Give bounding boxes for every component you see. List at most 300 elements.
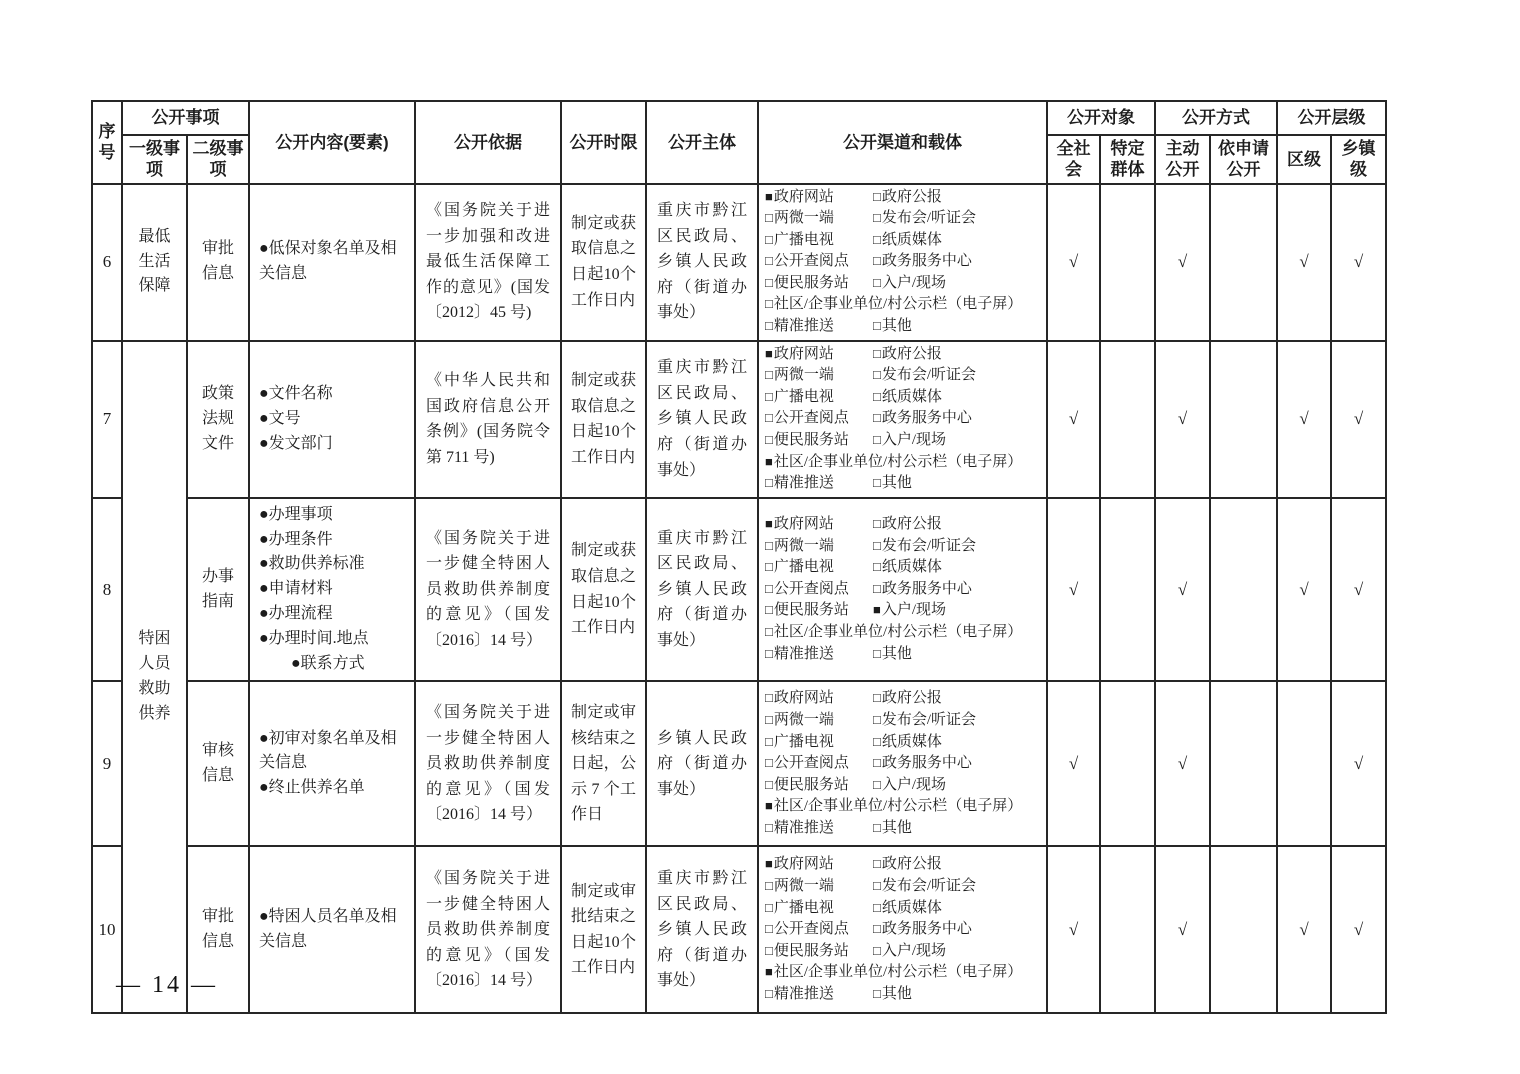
unchecked-box-icon: □	[765, 475, 773, 491]
time-limit-cell: 制定或获取信息之日起10个工作日内	[561, 498, 646, 682]
channel-line	[765, 408, 1040, 430]
channel-item	[765, 964, 1022, 980]
channel-item	[765, 818, 873, 840]
unchecked-box-icon: □	[765, 921, 773, 937]
header-method-active: 主动公开	[1155, 135, 1210, 184]
channel-line	[765, 208, 1040, 230]
unchecked-box-icon: □	[873, 776, 881, 792]
table-body	[92, 184, 1386, 1014]
subject-cell: 重庆市黔江区民政局、乡镇人民政府（街道办事处）	[646, 341, 758, 498]
channel-label: 精准推送	[773, 645, 834, 662]
channel-line	[765, 984, 1040, 1006]
mark-target-all: √	[1047, 498, 1100, 682]
mark-method-on-request	[1210, 846, 1277, 1013]
mark-level-township: √	[1331, 498, 1386, 682]
channel-label: 广播电视	[773, 388, 834, 405]
channel-label: 政府网站	[773, 516, 834, 533]
mark-level-township: √	[1331, 184, 1386, 341]
time-limit-cell: 制定或获取信息之日起10个工作日内	[561, 184, 646, 341]
channel-label: 广播电视	[773, 231, 834, 248]
checked-box-icon: ■	[765, 798, 773, 814]
channel-label: 其他	[881, 985, 912, 1002]
channel-item	[873, 559, 942, 575]
channel-item	[873, 900, 942, 916]
channel-line	[765, 536, 1040, 558]
unchecked-box-icon: □	[765, 231, 773, 247]
channel-item	[765, 273, 873, 295]
channel-label: 广播电视	[773, 899, 834, 916]
channel-item	[765, 710, 873, 732]
mark-method-active: √	[1155, 681, 1210, 846]
channel-label: 公开查阅点	[773, 410, 849, 427]
channel-item	[765, 473, 873, 495]
time-limit-cell: 制定或审批结束之日起10个工作日内	[561, 846, 646, 1013]
unchecked-box-icon: □	[765, 690, 773, 706]
channel-item	[765, 454, 1022, 470]
seq-cell: 7	[92, 341, 122, 498]
channel-item	[873, 410, 972, 426]
channel-label: 入户/现场	[881, 274, 947, 291]
channel-item	[873, 389, 942, 405]
channel-label: 纸质媒体	[881, 899, 942, 916]
channel-line	[765, 344, 1040, 366]
channels-cell	[758, 681, 1047, 846]
channel-line	[765, 962, 1040, 984]
channel-label: 社区/企事业单位/村公示栏（电子屏）	[773, 798, 1023, 815]
mark-method-on-request	[1210, 681, 1277, 846]
unchecked-box-icon: □	[765, 755, 773, 771]
channel-label: 两微一端	[773, 711, 834, 728]
checked-box-icon: ■	[765, 453, 773, 469]
header-public-items: 公开事项	[122, 101, 249, 135]
channel-item	[873, 986, 912, 1002]
content-cell	[249, 498, 415, 682]
channel-item	[873, 475, 912, 491]
channel-item	[765, 984, 873, 1006]
channel-item	[873, 878, 976, 894]
channel-item	[873, 646, 912, 662]
channel-label: 政府网站	[773, 345, 834, 362]
channel-item	[873, 921, 972, 937]
level1-item-cell: 最低生活保障	[122, 184, 187, 341]
channel-label: 便民服务站	[773, 602, 849, 619]
channel-line	[765, 898, 1040, 920]
header-time-limit: 公开时限	[561, 101, 646, 184]
unchecked-box-icon: □	[765, 623, 773, 639]
channel-item	[765, 798, 1022, 814]
basis-cell: 《国务院关于进一步健全特困人员救助供养制度的意见》（国发〔2016〕14 号）	[415, 846, 561, 1013]
table-row	[92, 846, 1386, 1013]
channel-item	[765, 688, 873, 710]
time-limit-cell: 制定或审核结束之日起，公示 7 个工作日	[561, 681, 646, 846]
channel-label: 社区/企事业单位/村公示栏（电子屏）	[773, 623, 1023, 640]
unchecked-box-icon: □	[873, 274, 881, 290]
table-row	[92, 184, 1386, 341]
unchecked-box-icon: □	[873, 432, 881, 448]
header-target-all: 全社会	[1047, 135, 1100, 184]
channel-item	[765, 600, 873, 622]
seq-cell: 8	[92, 498, 122, 682]
subject-cell: 乡镇人民政府（街道办事处）	[646, 681, 758, 846]
channel-label: 入户/现场	[881, 776, 947, 793]
channel-item	[873, 581, 972, 597]
channel-line	[765, 473, 1040, 495]
channel-item	[765, 208, 873, 230]
channel-item	[765, 753, 873, 775]
header-subject: 公开主体	[646, 101, 758, 184]
channel-label: 便民服务站	[773, 776, 849, 793]
unchecked-box-icon: □	[765, 819, 773, 835]
channel-label: 广播电视	[773, 733, 834, 750]
channels-cell	[758, 498, 1047, 682]
channel-label: 两微一端	[773, 367, 834, 384]
header-method-group: 公开方式	[1155, 101, 1277, 135]
channel-label: 精准推送	[773, 819, 834, 836]
channel-item	[765, 514, 873, 536]
content-cell	[249, 846, 415, 1013]
channel-item	[765, 775, 873, 797]
channel-line	[765, 316, 1040, 338]
unchecked-box-icon: □	[765, 580, 773, 596]
channel-line	[765, 251, 1040, 273]
unchecked-box-icon: □	[873, 877, 881, 893]
channel-label: 发布会/听证会	[881, 210, 977, 227]
unchecked-box-icon: □	[873, 985, 881, 1001]
channel-label: 社区/企事业单位/村公示栏（电子屏）	[773, 453, 1023, 470]
channel-label: 公开查阅点	[773, 921, 849, 938]
checked-box-icon: ■	[765, 964, 773, 980]
channel-item	[765, 644, 873, 666]
channel-item	[765, 732, 873, 754]
channel-line	[765, 919, 1040, 941]
unchecked-box-icon: □	[873, 318, 881, 334]
time-limit-cell: 制定或获取信息之日起10个工作日内	[561, 341, 646, 498]
unchecked-box-icon: □	[873, 516, 881, 532]
header-row-1	[92, 101, 1386, 135]
channel-label: 社区/企事业单位/村公示栏（电子屏）	[773, 964, 1023, 981]
unchecked-box-icon: □	[765, 253, 773, 269]
page-number: — 14 —	[116, 972, 218, 998]
mark-method-on-request	[1210, 184, 1277, 341]
unchecked-box-icon: □	[873, 921, 881, 937]
channel-line	[765, 230, 1040, 252]
channel-label: 广播电视	[773, 559, 834, 576]
channel-item	[765, 919, 873, 941]
unchecked-box-icon: □	[765, 432, 773, 448]
channel-line	[765, 622, 1040, 644]
unchecked-box-icon: □	[873, 645, 881, 661]
channel-item	[765, 624, 1022, 640]
header-channels: 公开渠道和载体	[758, 101, 1047, 184]
channel-line	[765, 557, 1040, 579]
mark-target-specific	[1100, 846, 1155, 1013]
channel-label: 纸质媒体	[881, 388, 942, 405]
level2-item-cell: 办事指南	[187, 498, 249, 682]
mark-level-township: √	[1331, 681, 1386, 846]
channel-label: 政务服务中心	[881, 253, 972, 270]
channel-line	[765, 818, 1040, 840]
content-line: ●办理事项	[259, 505, 333, 523]
channel-item	[765, 344, 873, 366]
channel-line	[765, 876, 1040, 898]
subject-cell: 重庆市黔江区民政局、乡镇人民政府（街道办事处）	[646, 846, 758, 1013]
channel-item	[873, 777, 946, 793]
content-line: ●低保对象名单及相关信息	[259, 240, 397, 283]
unchecked-box-icon: □	[873, 188, 881, 204]
channel-line	[765, 753, 1040, 775]
channel-item	[765, 876, 873, 898]
channel-label: 入户/现场	[881, 432, 947, 449]
channel-label: 政务服务中心	[881, 410, 972, 427]
content-line: ●办理条件	[259, 530, 333, 548]
checked-box-icon: ■	[765, 345, 773, 361]
channel-line	[765, 644, 1040, 666]
unchecked-box-icon: □	[873, 899, 881, 915]
channel-item	[765, 387, 873, 409]
unchecked-box-icon: □	[873, 580, 881, 596]
content-line: ●特困人员名单及相关信息	[259, 908, 397, 950]
unchecked-box-icon: □	[873, 253, 881, 269]
channel-label: 入户/现场	[881, 602, 947, 619]
header-level2: 二级事项	[187, 135, 249, 184]
seq-cell: 10	[92, 846, 122, 1013]
channel-item	[765, 365, 873, 387]
channel-label: 便民服务站	[773, 274, 849, 291]
content-line: ●初审对象名单及相关信息	[259, 729, 397, 772]
content-line: ●发文部门	[259, 434, 333, 452]
basis-cell: 《国务院关于进一步健全特困人员救助供养制度的意见》（国发〔2016〕14 号）	[415, 498, 561, 682]
table-row	[92, 681, 1386, 846]
header-basis: 公开依据	[415, 101, 561, 184]
table-row	[92, 341, 1386, 498]
channel-item	[765, 898, 873, 920]
unchecked-box-icon: □	[873, 345, 881, 361]
channel-label: 政务服务中心	[881, 580, 972, 597]
channel-line	[765, 365, 1040, 387]
content-line: ●申请材料	[259, 580, 333, 598]
channel-line	[765, 775, 1040, 797]
channel-line	[765, 710, 1040, 732]
channel-item	[873, 602, 946, 618]
content-cell	[249, 184, 415, 341]
channel-item	[873, 432, 946, 448]
unchecked-box-icon: □	[873, 475, 881, 491]
mark-target-all: √	[1047, 846, 1100, 1013]
channel-line	[765, 452, 1040, 474]
seq-cell: 6	[92, 184, 122, 341]
header-seq: 序号	[92, 101, 122, 184]
mark-method-active: √	[1155, 846, 1210, 1013]
unchecked-box-icon: □	[765, 942, 773, 958]
channel-item	[765, 251, 873, 273]
channel-item	[873, 253, 972, 269]
channel-label: 精准推送	[773, 985, 834, 1002]
header-level-district: 区级	[1277, 135, 1331, 184]
unchecked-box-icon: □	[765, 776, 773, 792]
mark-target-all: √	[1047, 184, 1100, 341]
channel-line	[765, 514, 1040, 536]
unchecked-box-icon: □	[765, 210, 773, 226]
unchecked-box-icon: □	[873, 559, 881, 575]
unchecked-box-icon: □	[765, 388, 773, 404]
unchecked-box-icon: □	[765, 559, 773, 575]
basis-cell: 《中华人民共和国政府信息公开条例》(国务院令第 711 号)	[415, 341, 561, 498]
level2-item-cell: 审批信息	[187, 846, 249, 1013]
channel-line	[765, 941, 1040, 963]
unchecked-box-icon: □	[765, 537, 773, 553]
channel-item	[765, 430, 873, 452]
mark-method-on-request	[1210, 341, 1277, 498]
channel-label: 政务服务中心	[881, 755, 972, 772]
checked-box-icon: ■	[873, 602, 881, 618]
mark-level-township: √	[1331, 846, 1386, 1013]
channel-label: 政府公报	[881, 188, 942, 205]
content-line: ●办理流程	[259, 605, 333, 622]
header-target-group: 公开对象	[1047, 101, 1155, 135]
unchecked-box-icon: □	[873, 856, 881, 872]
channel-label: 便民服务站	[773, 942, 849, 959]
channel-line	[765, 732, 1040, 754]
mark-method-active: √	[1155, 498, 1210, 682]
table-row	[92, 498, 1386, 682]
channel-label: 入户/现场	[881, 942, 947, 959]
channel-item	[765, 579, 873, 601]
unchecked-box-icon: □	[873, 367, 881, 383]
channel-item	[765, 557, 873, 579]
mark-level-district: √	[1277, 498, 1331, 682]
channel-line	[765, 600, 1040, 622]
channel-item	[873, 189, 942, 205]
channel-item	[765, 536, 873, 558]
content-line: ●终止供养名单	[259, 779, 365, 797]
subject-cell: 重庆市黔江区民政局、乡镇人民政府（街道办事处）	[646, 498, 758, 682]
channel-line	[765, 854, 1040, 876]
channels-cell	[758, 184, 1047, 341]
content-cell	[249, 681, 415, 846]
channel-label: 社区/企事业单位/村公示栏（电子屏）	[773, 296, 1023, 313]
unchecked-box-icon: □	[873, 819, 881, 835]
header-content: 公开内容(要素)	[249, 101, 415, 184]
channel-label: 其他	[881, 318, 912, 335]
channel-item	[873, 232, 942, 248]
channel-item	[765, 187, 873, 209]
channel-item	[873, 712, 976, 728]
channel-item	[765, 408, 873, 430]
unchecked-box-icon: □	[765, 367, 773, 383]
channel-item	[873, 367, 976, 383]
channel-line	[765, 387, 1040, 409]
basis-cell: 《国务院关于进一步加强和改进最低生活保障工作的意见》(国发〔2012〕45 号)	[415, 184, 561, 341]
unchecked-box-icon: □	[765, 899, 773, 915]
channels-cell	[758, 846, 1047, 1013]
basis-cell: 《国务院关于进一步健全特困人员救助供养制度的意见》（国发〔2016〕14 号）	[415, 681, 561, 846]
channel-label: 政府网站	[773, 188, 834, 205]
mark-level-district: √	[1277, 846, 1331, 1013]
channel-item	[873, 734, 942, 750]
channel-line	[765, 430, 1040, 452]
unchecked-box-icon: □	[873, 410, 881, 426]
channel-line	[765, 579, 1040, 601]
unchecked-box-icon: □	[873, 690, 881, 706]
unchecked-box-icon: □	[765, 410, 773, 426]
content-line: ●联系方式	[259, 654, 365, 672]
channel-label: 其他	[881, 645, 912, 662]
channel-label: 发布会/听证会	[881, 877, 977, 894]
channel-item	[873, 210, 976, 226]
channel-item	[765, 941, 873, 963]
channel-item	[873, 755, 972, 771]
unchecked-box-icon: □	[765, 296, 773, 312]
channel-item	[873, 856, 942, 872]
content-line: ●文号	[259, 409, 301, 427]
unchecked-box-icon: □	[765, 274, 773, 290]
channel-item	[873, 516, 942, 532]
mark-method-on-request	[1210, 498, 1277, 682]
unchecked-box-icon: □	[765, 318, 773, 334]
checked-box-icon: ■	[765, 188, 773, 204]
channel-label: 其他	[881, 819, 912, 836]
channel-label: 公开查阅点	[773, 253, 849, 270]
mark-level-district	[1277, 681, 1331, 846]
mark-target-specific	[1100, 341, 1155, 498]
channel-label: 发布会/听证会	[881, 711, 977, 728]
channel-item	[873, 820, 912, 836]
channel-label: 政府公报	[881, 690, 942, 707]
channel-item	[873, 690, 942, 706]
mark-target-specific	[1100, 681, 1155, 846]
channel-item	[765, 230, 873, 252]
mark-level-district: √	[1277, 184, 1331, 341]
mark-target-all: √	[1047, 681, 1100, 846]
mark-target-all: √	[1047, 341, 1100, 498]
channel-item	[873, 943, 946, 959]
content-line: ●救助供养标准	[259, 555, 365, 573]
unchecked-box-icon: □	[873, 210, 881, 226]
unchecked-box-icon: □	[873, 537, 881, 553]
channel-label: 精准推送	[773, 475, 834, 492]
channel-label: 政府网站	[773, 856, 834, 873]
channel-label: 政府公报	[881, 345, 942, 362]
checked-box-icon: ■	[765, 516, 773, 532]
disclosure-table	[91, 100, 1387, 1014]
level2-item-cell: 政策法规文件	[187, 341, 249, 498]
channel-label: 纸质媒体	[881, 733, 942, 750]
header-method-on-request: 依申请公开	[1210, 135, 1277, 184]
channel-item	[765, 854, 873, 876]
channel-label: 公开查阅点	[773, 755, 849, 772]
channel-item	[765, 296, 1022, 312]
mark-method-active: √	[1155, 341, 1210, 498]
checked-box-icon: ■	[765, 856, 773, 872]
header-level1: 一级事项	[122, 135, 187, 184]
channel-label: 便民服务站	[773, 432, 849, 449]
channel-line	[765, 273, 1040, 295]
level2-item-cell: 审批信息	[187, 184, 249, 341]
channel-label: 纸质媒体	[881, 231, 942, 248]
channel-label: 精准推送	[773, 318, 834, 335]
channel-item	[873, 346, 942, 362]
channel-line	[765, 294, 1040, 316]
header-level-group: 公开层级	[1277, 101, 1386, 135]
content-line: ●文件名称	[259, 385, 333, 403]
unchecked-box-icon: □	[765, 602, 773, 618]
channel-label: 政府公报	[881, 856, 942, 873]
channel-line	[765, 187, 1040, 209]
unchecked-box-icon: □	[765, 711, 773, 727]
unchecked-box-icon: □	[873, 711, 881, 727]
channel-line	[765, 796, 1040, 818]
unchecked-box-icon: □	[873, 755, 881, 771]
